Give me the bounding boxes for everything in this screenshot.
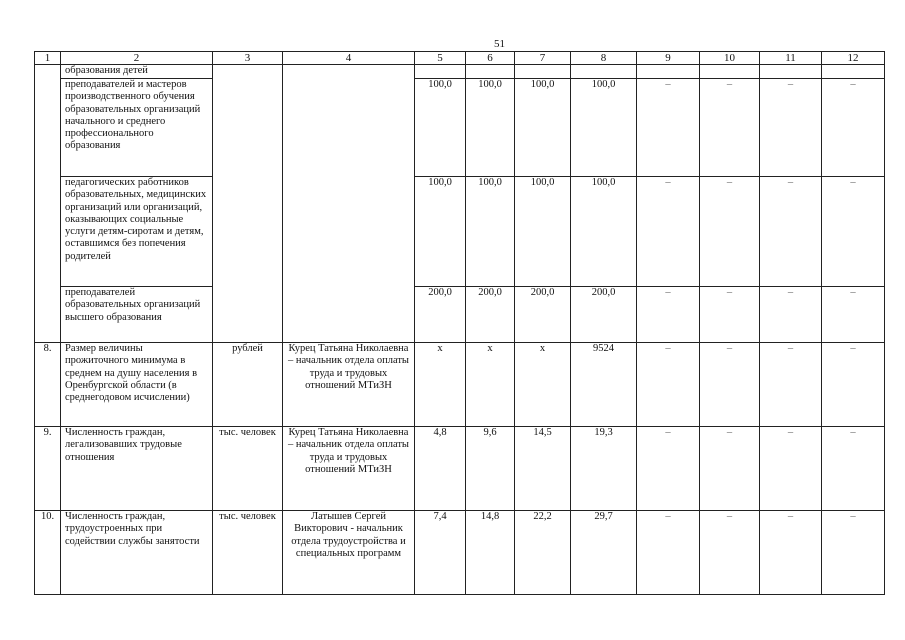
header-cell: 2 — [61, 52, 213, 65]
header-cell: 11 — [760, 52, 822, 65]
header-cell: 12 — [822, 52, 885, 65]
header-cell: 9 — [637, 52, 700, 65]
value-cell: – — [637, 79, 700, 177]
value-cell: 7,4 — [415, 511, 466, 595]
row-number: 10. — [35, 511, 61, 595]
value-cell: 200,0 — [466, 287, 515, 343]
responsible-cell: Курец Татьяна Николаевна – начальник отдела оплаты труда и трудовых отношений МТиЗН — [283, 427, 415, 511]
unit-cell: тыс. человек — [213, 511, 283, 595]
header-cell: 10 — [700, 52, 760, 65]
value-cell: – — [700, 79, 760, 177]
indicator-name: Численность граждан, легализовавших трудовые отношения — [61, 427, 213, 511]
value-cell: 19,3 — [571, 427, 637, 511]
value-cell: 9,6 — [466, 427, 515, 511]
value-cell: – — [700, 427, 760, 511]
value-cell: – — [760, 287, 822, 343]
value-cell: 100,0 — [415, 79, 466, 177]
header-cell: 1 — [35, 52, 61, 65]
value-cell: 14,5 — [515, 427, 571, 511]
value-cell: – — [637, 427, 700, 511]
header-cell: 7 — [515, 52, 571, 65]
value-cell: – — [760, 177, 822, 287]
table-row — [35, 511, 885, 595]
value-cell: – — [700, 511, 760, 595]
value-cell: – — [637, 177, 700, 287]
unit-cell — [213, 65, 283, 343]
responsible-cell: Курец Татьяна Николаевна – начальник отдела оплаты труда и трудовых отношений МТиЗН — [283, 343, 415, 427]
indicator-name: Размер величины прожиточного минимума в среднем на душу населения в Оренбургской области (в среднегодовом исчислении) — [61, 343, 213, 427]
value-cell: – — [760, 511, 822, 595]
value-cell: 4,8 — [415, 427, 466, 511]
value-cell: – — [700, 343, 760, 427]
value-cell: 200,0 — [415, 287, 466, 343]
value-cell: х — [466, 343, 515, 427]
value-cell: – — [637, 287, 700, 343]
value-cell: 14,8 — [466, 511, 515, 595]
value-cell: – — [822, 287, 885, 343]
indicator-name: преподавателей образовательных организаций высшего образования — [61, 287, 213, 343]
unit-cell: тыс. человек — [213, 427, 283, 511]
value-cell: – — [822, 343, 885, 427]
page-number: 51 — [494, 38, 505, 50]
index-cell — [35, 65, 61, 343]
value-cell: 22,2 — [515, 511, 571, 595]
value-cell: – — [637, 511, 700, 595]
value-cell: 100,0 — [571, 79, 637, 177]
table-row — [35, 177, 885, 287]
table-row — [35, 427, 885, 511]
table-row — [35, 65, 885, 79]
value-cell: 29,7 — [571, 511, 637, 595]
header-cell: 3 — [213, 52, 283, 65]
table-row — [35, 343, 885, 427]
value-cell: 100,0 — [466, 177, 515, 287]
row-number: 8. — [35, 343, 61, 427]
indicator-name: преподавателей и мастеров производственного обучения образовательных организаций начального и среднего профессионального образования — [61, 79, 213, 177]
value-cell: – — [822, 511, 885, 595]
value-cell: – — [700, 287, 760, 343]
value-cell: 100,0 — [515, 79, 571, 177]
value-cell: – — [760, 79, 822, 177]
value-cell: х — [415, 343, 466, 427]
value-cell: 100,0 — [415, 177, 466, 287]
indicator-name: педагогических работников образовательных, медицинских организаций или организаций, оказывающих социальные услуги детям-сиротам и детям, оставшимся без попечения родителей — [61, 177, 213, 287]
value-cell: – — [637, 343, 700, 427]
header-cell: 8 — [571, 52, 637, 65]
indicators-table — [34, 51, 885, 595]
indicator-name: образования детей — [61, 65, 213, 79]
value-cell: 200,0 — [571, 287, 637, 343]
value-cell: – — [822, 427, 885, 511]
header-row — [35, 52, 885, 65]
value-cell: 200,0 — [515, 287, 571, 343]
value-cell: 100,0 — [571, 177, 637, 287]
value-cell: – — [822, 79, 885, 177]
value-cell: 100,0 — [466, 79, 515, 177]
value-cell: – — [822, 177, 885, 287]
responsible-cell — [283, 65, 415, 343]
value-cell: 9524 — [571, 343, 637, 427]
table-row — [35, 287, 885, 343]
header-cell: 4 — [283, 52, 415, 65]
value-cell: х — [515, 343, 571, 427]
value-cell: – — [760, 427, 822, 511]
value-cell: – — [760, 343, 822, 427]
unit-cell: рублей — [213, 343, 283, 427]
value-cell: – — [700, 177, 760, 287]
header-cell: 6 — [466, 52, 515, 65]
value-cell: 100,0 — [515, 177, 571, 287]
header-cell: 5 — [415, 52, 466, 65]
indicator-name: Численность граждан, трудоустроенных при содействии службы занятости — [61, 511, 213, 595]
responsible-cell: Латышев Сергей Викторович - начальник отдела трудоустройства и специальных программ — [283, 511, 415, 595]
table-row — [35, 79, 885, 177]
row-number: 9. — [35, 427, 61, 511]
